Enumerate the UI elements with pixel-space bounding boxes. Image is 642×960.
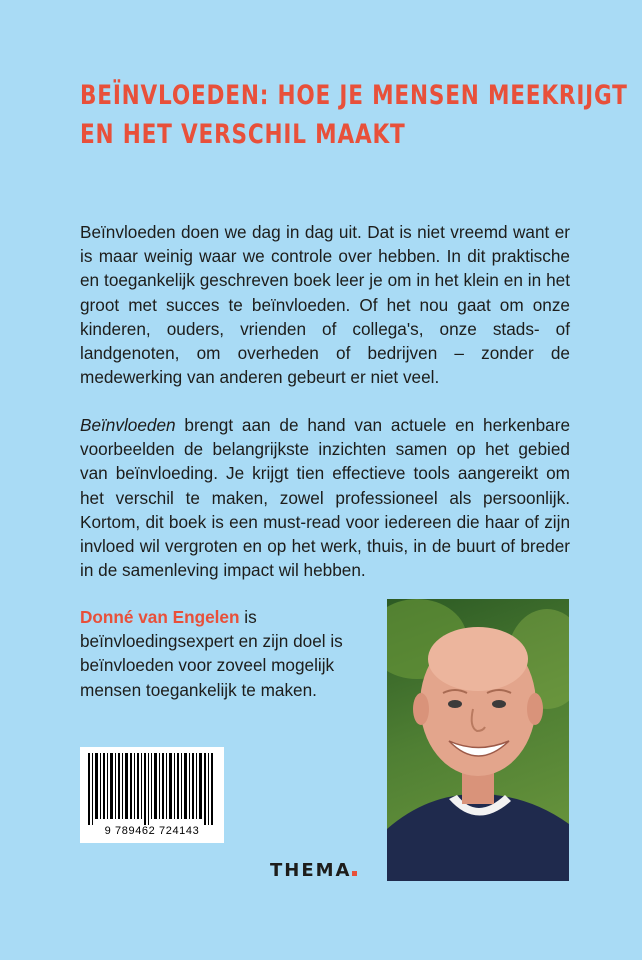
- blurb-book-name: Beïnvloeden: [80, 415, 176, 435]
- title-line-1: BEÏNVLOEDEN: HOE JE MENSEN MEEKRIJGT: [80, 80, 628, 111]
- blurb-paragraph-2-text: brengt aan de hand van actuele en herkenbare voorbeelden de belangrijkste inzichten samen op het gebied van beïnvloeding. Je krijgt tien effectieve tools aangereikt om het verschil te maken, zowel professioneel als persoonlijk. Kortom, dit boek is een must-read voor iedereen die haar of zijn invloed wil vergroten en op het werk, thuis, in de buurt of breder in de samenleving impact wil hebben.: [80, 415, 570, 581]
- blurb-paragraph-2: [80, 413, 570, 582]
- barcode-bars: [80, 747, 224, 827]
- publisher-logo: [270, 860, 357, 881]
- author-photo: [387, 599, 569, 881]
- blurb-paragraph-1: Beïnvloeden doen we dag in dag uit. Dat is niet vreemd want er is maar weinig waar we controle over hebben. In dit praktische en toegankelijk geschreven boek leer je om in het klein en in het groot met succes te beïnvloeden. Of het nou gaat om onze kinderen, ouders, vrienden of collega's, onze stads- of landgenoten, om overheden of bedrijven – zonder de medewerking van anderen gebeurt er niet veel.: [80, 222, 570, 388]
- book-title: [80, 76, 628, 154]
- author-name: Donné van Engelen: [80, 607, 240, 627]
- logo-dot-icon: [352, 871, 357, 876]
- author-bio-text: is beïnvloedingsexpert en zijn doel is beïnvloeden voor zoveel mogelijk mensen toegankelijk te maken.: [80, 607, 343, 700]
- author-portrait-illustration: [387, 599, 569, 881]
- publisher-logo-text: THEMA: [270, 860, 352, 881]
- author-bio: [80, 605, 380, 702]
- isbn-number: 9 789462 724143: [104, 825, 200, 837]
- title-line-2: EN HET VERSCHIL MAAKT: [80, 119, 406, 150]
- barcode: [80, 747, 224, 843]
